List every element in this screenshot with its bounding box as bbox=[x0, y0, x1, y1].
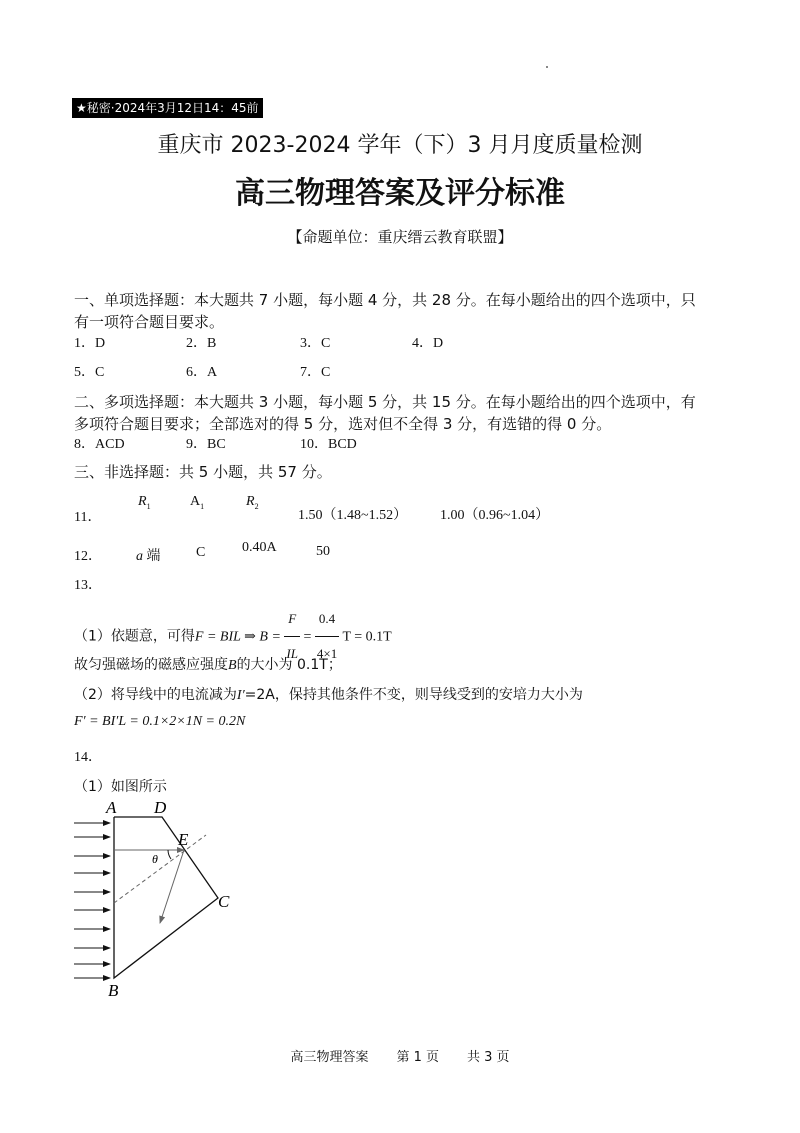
q11-answer-resistance: 1.00（0.96~1.04） bbox=[440, 508, 550, 523]
label-E: E bbox=[178, 830, 189, 849]
footer-name: 高三物理答案 bbox=[290, 1050, 369, 1065]
answer-7: 7．C bbox=[300, 365, 331, 380]
q13-part2-rest: =2A，保持其他条件不变，则导线受到的安培力大小为 bbox=[244, 687, 583, 703]
q11-r1-sub: 1 bbox=[146, 501, 151, 511]
q12-answer-4: 50 bbox=[316, 544, 330, 559]
q11-a1-symbol: A bbox=[190, 494, 201, 509]
prism-diagram bbox=[60, 795, 250, 1005]
answer-10: 10．BCD bbox=[300, 437, 357, 452]
normal-line bbox=[114, 835, 206, 903]
q12-answer-1 bbox=[136, 545, 161, 565]
q13-frac2-den: 4×1 bbox=[316, 646, 338, 661]
q11-a1-sub: 1 bbox=[200, 501, 205, 511]
q13-part1-eq3: T = 0.1T bbox=[339, 629, 392, 645]
label-theta: θ bbox=[152, 852, 158, 866]
section1-heading-line2: 有一项符合题目要求。 bbox=[74, 313, 225, 331]
section3-heading: 三、非选择题：共 5 小题，共 57 分。 bbox=[74, 463, 332, 481]
issuing-unit: 【命题单位：重庆缙云教育联盟】 bbox=[287, 228, 513, 246]
answer-5: 5．C bbox=[74, 365, 105, 380]
q13-number: 13． bbox=[74, 578, 102, 593]
section2-heading-line2: 多项符合题目要求；全部选对的得 5 分，选对但不全得 3 分，有选错的得 0 分。 bbox=[74, 415, 612, 433]
q11-r1-symbol: R bbox=[138, 494, 147, 509]
scan-speck bbox=[546, 66, 548, 68]
answer-2: 2．B bbox=[186, 336, 217, 351]
q13-conclusion-a: 故匀强磁场的磁感应强度 bbox=[74, 657, 228, 673]
q12-number: 12． bbox=[74, 549, 102, 564]
answer-3: 3．C bbox=[300, 336, 331, 351]
q13-part2 bbox=[74, 684, 583, 704]
incident-light-arrows bbox=[74, 823, 110, 978]
q11-answer-r1 bbox=[138, 494, 151, 511]
label-C: C bbox=[218, 892, 230, 911]
q12-answer-2: C bbox=[196, 545, 206, 560]
q12-a-symbol: a bbox=[136, 549, 143, 564]
q13-part2-intro: （2）将导线中的电流减为 bbox=[74, 687, 237, 703]
q12-row bbox=[74, 540, 474, 564]
section2-heading-line1: 二、多项选择题：本大题共 3 小题，每小题 5 分，共 15 分。在每小题给出的四个选项中，有 bbox=[74, 393, 696, 411]
q11-answer-r2 bbox=[246, 494, 259, 511]
q12-answer-3: 0.40A bbox=[242, 540, 277, 555]
page-footer bbox=[0, 1046, 800, 1065]
q14-part1: （1）如图所示 bbox=[74, 779, 167, 795]
q13-part1-eq1: F = BIL ⇒ B = bbox=[194, 629, 285, 645]
q13-frac2-num: 0.4 bbox=[315, 602, 339, 637]
q11-answer-emf: 1.50（1.48~1.52） bbox=[298, 508, 408, 523]
q12-a-suffix: 端 bbox=[143, 549, 161, 564]
secret-label: ★秘密·2024年3月12日14：45前 bbox=[72, 98, 263, 118]
q13-part1-eq2: = bbox=[299, 629, 315, 645]
angle-arc bbox=[168, 850, 171, 859]
answer-title: 高三物理答案及评分标准 bbox=[235, 176, 565, 211]
footer-page: 第 1 页 bbox=[396, 1050, 439, 1065]
answer-6: 6．A bbox=[186, 365, 218, 380]
label-A: A bbox=[106, 798, 117, 817]
q11-r2-sub: 2 bbox=[254, 501, 259, 511]
exam-title: 重庆市 2023-2024 学年（下）3 月月度质量检测 bbox=[157, 133, 643, 158]
q13-conclusion-b: 的大小为 0.1T； bbox=[236, 657, 342, 673]
answer-9: 9．BC bbox=[186, 437, 226, 452]
q13-part2-equation: F′ = BI′L = 0.1×2×1N = 0.2N bbox=[74, 714, 246, 729]
q11-number: 11． bbox=[74, 510, 102, 525]
prism-outline bbox=[114, 817, 218, 978]
answer-4: 4．D bbox=[412, 336, 444, 351]
q13-frac1-den: IL bbox=[286, 646, 298, 661]
answer-8: 8．ACD bbox=[74, 437, 125, 452]
answer-1: 1．D bbox=[74, 336, 106, 351]
q13-part2-var: I′ bbox=[236, 688, 245, 703]
q13-conclusion-var: B bbox=[228, 658, 237, 673]
q11-answer-a1 bbox=[190, 494, 204, 511]
reflected-ray bbox=[160, 850, 184, 923]
q11-row bbox=[74, 494, 634, 524]
label-D: D bbox=[154, 798, 167, 817]
section1-heading-line1: 一、单项选择题：本大题共 7 小题，每小题 4 分，共 28 分。在每小题给出的四个选项中，只 bbox=[74, 291, 696, 309]
q14-number: 14． bbox=[74, 750, 102, 765]
q11-r2-symbol: R bbox=[246, 494, 255, 509]
footer-total: 共 3 页 bbox=[467, 1050, 510, 1065]
q13-frac1-num: F bbox=[284, 602, 300, 637]
q13-conclusion bbox=[74, 654, 342, 674]
label-B: B bbox=[108, 981, 119, 1000]
q13-part1-intro: （1）依题意，可得 bbox=[74, 628, 195, 645]
